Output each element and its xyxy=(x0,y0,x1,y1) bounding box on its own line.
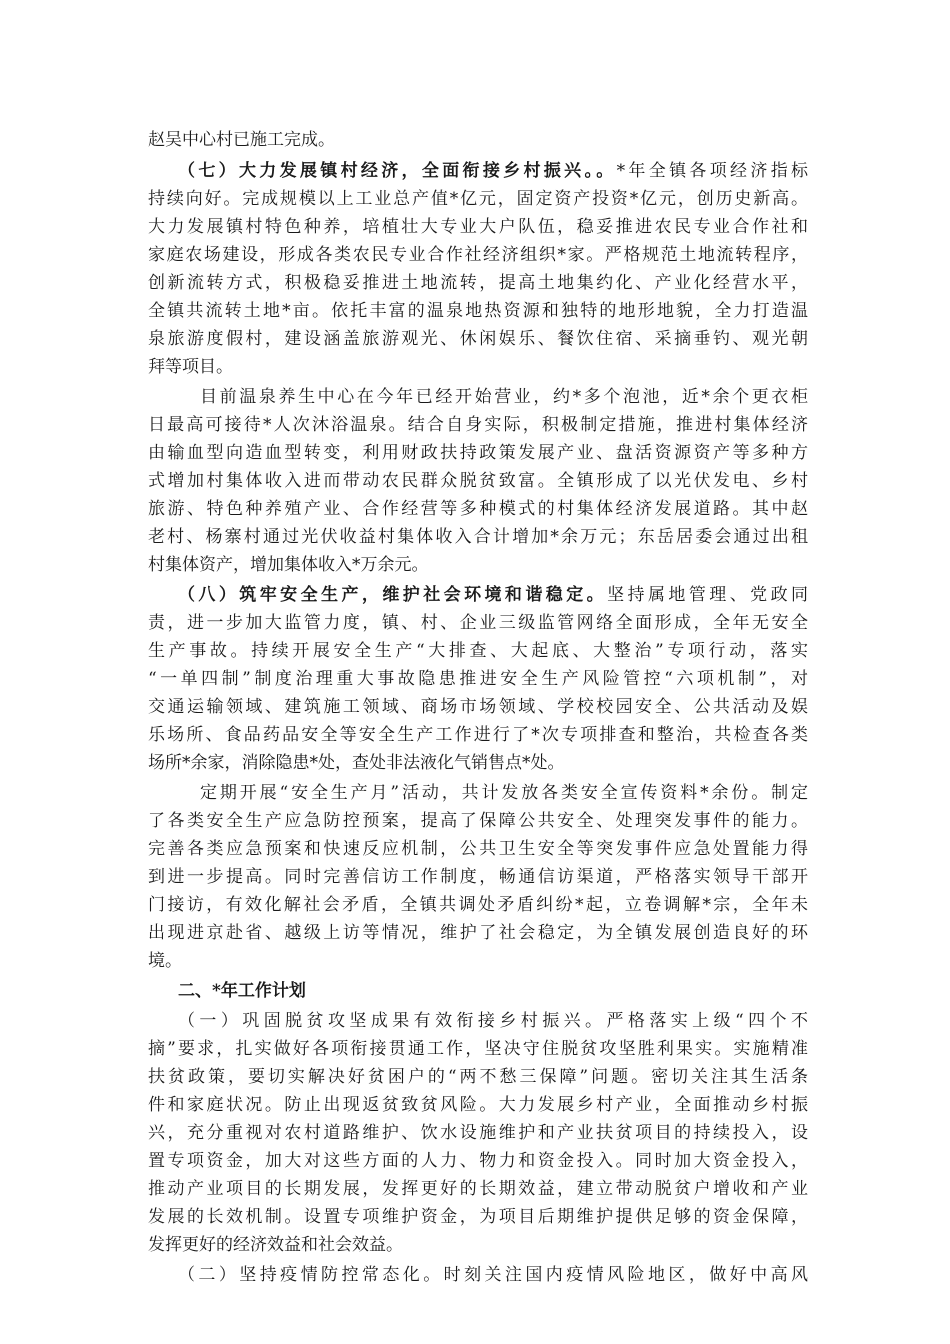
section-heading-7: （七）大力发展镇村经济，全面衔接乡村振兴。。 xyxy=(178,161,617,181)
paragraph-line: 日最高可接待*人次沐浴温泉。结合自身实际，积极制定措施，推进村集体经济 xyxy=(148,415,808,435)
paragraph-line: 家庭农场建设，形成各类农民专业合作社经济组织*家。严格规范土地流转程序， xyxy=(148,245,808,265)
section-heading-line xyxy=(178,581,808,609)
paragraph-line: 持续向好。完成规模以上工业总产值*亿元，固定资产投资*亿元，创历史新高。 xyxy=(148,189,808,209)
paragraph-line: 式增加村集体收入进而带动农民群众脱贫致富。全镇形成了以光伏发电、乡村 xyxy=(148,471,808,491)
paragraph-line: 到进一步提高。同时完善信访工作制度，畅通信访渠道，严格落实领导干部开 xyxy=(148,867,808,887)
paragraph-line: 推动产业项目的长期发展，发挥更好的长期效益，建立带动脱贫户增收和产业 xyxy=(148,1179,808,1199)
paragraph-line: 全镇共流转土地*亩。依托丰富的温泉地热资源和独特的地形地貌，全力打造温 xyxy=(148,301,808,321)
paragraph-line: 泉旅游度假村，建设涵盖旅游观光、休闲娱乐、餐饮住宿、采摘垂钓、观光朝 xyxy=(148,329,808,349)
paragraph-line: 目前温泉养生中心在今年已经开始营业，约*多个泡池，近*余个更衣柜 xyxy=(200,387,808,407)
paragraph-line: （一）巩固脱贫攻坚成果有效衔接乡村振兴。严格落实上级“四个不 xyxy=(178,1011,808,1031)
section-heading-line xyxy=(178,157,808,185)
paragraph-line: 由输血型向造血型转变，利用财政扶持政策发展产业、盘活资源资产等多种方 xyxy=(148,443,808,463)
paragraph-line: 置专项资金，加大对这些方面的人力、物力和资金投入。同时加大资金投入， xyxy=(148,1151,808,1171)
paragraph-text: 坚持属地管理、党政同 xyxy=(607,585,808,605)
paragraph-line: 境。 xyxy=(148,951,182,971)
chapter-heading: 二、*年工作计划 xyxy=(178,981,306,1001)
paragraph-line: 发展的长效机制。设置专项维护资金，为项目后期维护提供足够的资金保障， xyxy=(148,1207,808,1227)
paragraph-line: 赵吴中心村已施工完成。 xyxy=(148,130,335,150)
paragraph-line: 门接访，有效化解社会矛盾，全镇共调处矛盾纠纷*起，立卷调解*宗，全年未 xyxy=(148,895,808,915)
paragraph-line: “一单四制”制度治理重大事故隐患推进安全生产风险管控“六项机制”，对 xyxy=(148,669,808,689)
paragraph-line: 村集体资产，增加集体收入*万余元。 xyxy=(148,555,429,575)
paragraph-line: 乐场所、食品药品安全等安全生产工作进行了*次专项排查和整治，共检查各类 xyxy=(148,725,808,745)
paragraph-line: 兴，充分重视对农村道路维护、饮水设施维护和产业扶贫项目的持续投入，设 xyxy=(148,1123,808,1143)
paragraph-line: 场所*余家，消除隐患*处，查处非法液化气销售点*处。 xyxy=(148,753,565,773)
paragraph-line: 完善各类应急预案和快速反应机制，公共卫生安全等突发事件应急处置能力得 xyxy=(148,839,808,859)
paragraph-line: 责，进一步加大监管力度，镇、村、企业三级监管网络全面形成，全年无安全 xyxy=(148,613,808,633)
section-heading-8: （八）筑牢安全生产，维护社会环境和谐稳定。 xyxy=(178,585,608,605)
paragraph-line: 生产事故。持续开展安全生产“大排查、大起底、大整治”专项行动，落实 xyxy=(148,641,808,661)
paragraph-line: 大力发展镇村特色种养，培植壮大专业大户队伍，稳妥推进农民专业合作社和 xyxy=(148,217,808,237)
paragraph-line: 创新流转方式，积极稳妥推进土地流转，提高土地集约化、产业化经营水平， xyxy=(148,273,808,293)
paragraph-line: 了各类安全生产应急防控预案，提高了保障公共安全、处理突发事件的能力。 xyxy=(148,811,808,831)
paragraph-line: 扶贫政策，要切实解决好贫困户的“两不愁三保障”问题。密切关注其生活条 xyxy=(148,1067,808,1087)
paragraph-line: 老村、杨寨村通过光伏收益村集体收入合计增加*余万元；东岳居委会通过出租 xyxy=(148,527,808,547)
paragraph-line: 发挥更好的经济效益和社会效益。 xyxy=(148,1235,403,1255)
paragraph-text: *年全镇各项经济指标 xyxy=(616,161,808,181)
paragraph-line: 摘”要求，扎实做好各项衔接贯通工作，坚决守住脱贫攻坚胜利果实。实施精准 xyxy=(148,1039,808,1059)
paragraph-line: 出现进京赴省、越级上访等情况，维护了社会稳定，为全镇发展创造良好的环 xyxy=(148,923,808,943)
paragraph-line: 拜等项目。 xyxy=(148,357,233,377)
paragraph-line: 交通运输领域、建筑施工领域、商场市场领域、学校校园安全、公共活动及娱 xyxy=(148,697,808,717)
paragraph-line: 定期开展“安全生产月”活动，共计发放各类安全宣传资料*余份。制定 xyxy=(200,783,808,803)
paragraph-line: 旅游、特色种养殖产业、合作经营等多种模式的村集体经济发展道路。其中赵 xyxy=(148,499,808,519)
paragraph-line: 件和家庭状况。防止出现返贫致贫风险。大力发展乡村产业，全面推动乡村振 xyxy=(148,1095,808,1115)
paragraph-line: （二）坚持疫情防控常态化。时刻关注国内疫情风险地区，做好中高风 xyxy=(178,1265,808,1285)
